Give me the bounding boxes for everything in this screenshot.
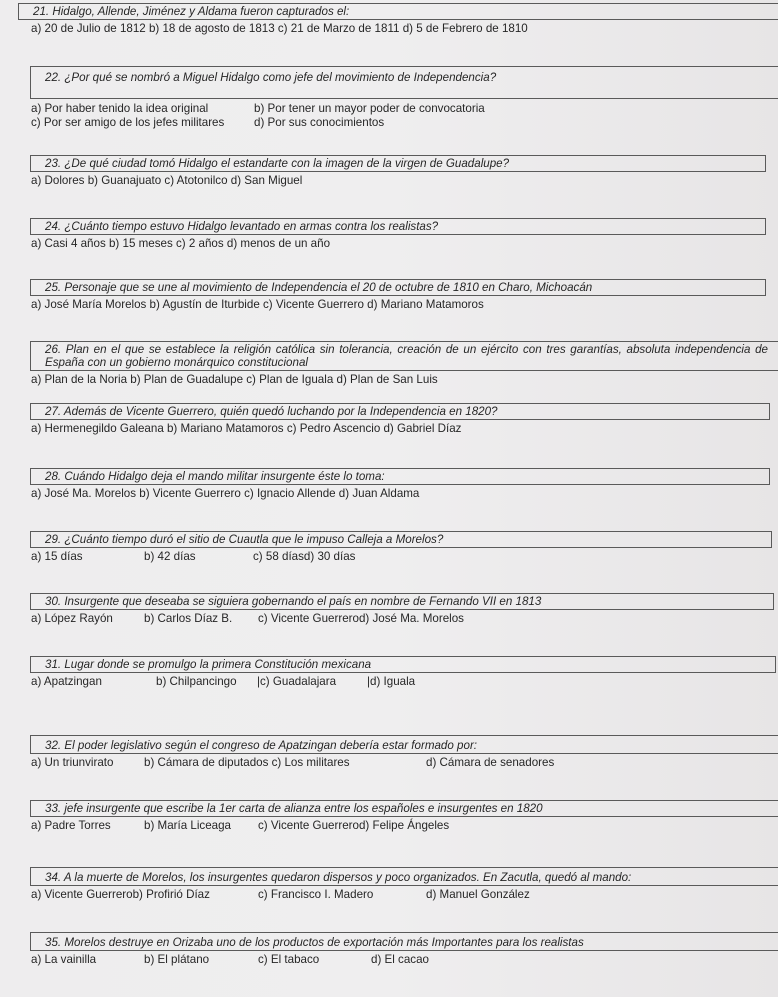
- question-22-text: 22. ¿Por qué se nombró a Miguel Hidalgo como jefe del movimiento de Independencia?: [30, 66, 778, 99]
- question-32-answers: [31, 756, 778, 770]
- question-31-answers: [31, 675, 778, 689]
- question-21-text: 21. Hidalgo, Allende, Jiménez y Aldama fueron capturados el:: [18, 3, 778, 20]
- question-25: [30, 279, 778, 312]
- option-b: b) El plátano: [144, 953, 210, 966]
- option-a: a) Un triunvirato: [31, 756, 114, 769]
- question-22-answers: [31, 102, 778, 130]
- option-d: d) Manuel González: [426, 888, 530, 901]
- question-24: [30, 218, 778, 251]
- option-b: b) Chilpancingo: [156, 675, 237, 688]
- question-21: [30, 3, 778, 36]
- question-34-answers: [31, 888, 778, 902]
- question-28-answers: a) José Ma. Morelos b) Vicente Guerrero c) Ignacio Allende d) Juan Aldama: [31, 487, 420, 500]
- option-b-c: b) Cámara de diputados c) Los militares: [144, 756, 350, 769]
- question-29-text: 29. ¿Cuánto tiempo duró el sitio de Cuautla que le impuso Calleja a Morelos?: [30, 531, 772, 548]
- option-c-d: c) Vicente Guerrerod) José Ma. Morelos: [258, 612, 464, 625]
- question-34-text: 34. A la muerte de Morelos, los insurgentes quedaron dispersos y poco organizados. En Zacutla, quedó al mando:: [30, 867, 778, 886]
- question-35-text: 35. Morelos destruye en Orizaba uno de los productos de exportación más Importantes para los realistas: [30, 932, 778, 951]
- option-a: a) 15 días: [31, 550, 83, 563]
- question-27-answers: a) Hermenegildo Galeana b) Mariano Matamoros c) Pedro Ascencio d) Gabriel Díaz: [31, 422, 462, 435]
- question-24-text: 24. ¿Cuánto tiempo estuvo Hidalgo levantado en armas contra los realistas?: [30, 218, 766, 235]
- question-31: [30, 656, 778, 689]
- option-c-d: c) Vicente Guerrerod) Felipe Ángeles: [258, 819, 450, 832]
- question-26: [30, 341, 778, 387]
- question-34: [30, 867, 778, 902]
- question-25-text: 25. Personaje que se une al movimiento de Independencia el 20 de octubre de 1810 en Charo, Michoacán: [30, 279, 766, 296]
- option-d: |d) Iguala: [367, 675, 416, 688]
- option-a: a) Apatzingan: [31, 675, 102, 688]
- question-33-text: 33. jefe insurgente que escribe la 1er carta de alianza entre los españoles e insurgentes en 1820: [30, 800, 778, 817]
- option-b: b) 42 días: [144, 550, 196, 563]
- option-b: b) Carlos Díaz B.: [144, 612, 233, 625]
- question-33: [30, 800, 778, 833]
- question-35: [30, 932, 778, 967]
- question-29: [30, 531, 778, 564]
- option-c: c) Por ser amigo de los jefes militares: [31, 116, 225, 129]
- option-c: |c) Guadalajara: [257, 675, 337, 688]
- question-28-text: 28. Cuándo Hidalgo deja el mando militar insurgente éste lo toma:: [30, 468, 770, 485]
- question-22: [30, 66, 778, 130]
- question-25-answers: a) José María Morelos b) Agustín de Iturbide c) Vicente Guerrero d) Mariano Matamoros: [31, 298, 484, 311]
- option-a: a) Padre Torres: [31, 819, 111, 832]
- question-27-text: 27. Además de Vicente Guerrero, quién quedó luchando por la Independencia en 1820?: [30, 403, 770, 420]
- question-27: [30, 403, 778, 436]
- question-23-text: 23. ¿De qué ciudad tomó Hidalgo el estandarte con la imagen de la virgen de Guadalupe?: [30, 155, 766, 172]
- option-d: d) El cacao: [371, 953, 429, 966]
- question-21-answers: a) 20 de Julio de 1812 b) 18 de agosto de 1813 c) 21 de Marzo de 1811 d) 5 de Febrero de 1810: [31, 22, 528, 35]
- option-d: d) Por sus conocimientos: [254, 116, 385, 129]
- option-d: d) Cámara de senadores: [426, 756, 555, 769]
- option-a: a) La vainilla: [31, 953, 97, 966]
- question-26-text: 26. Plan en el que se establece la religión católica sin tolerancia, creación de un ejército con tres garantías, absoluta independencia de España con un gobierno monárquico constitucional: [30, 341, 778, 371]
- option-a: a) López Rayón: [31, 612, 113, 625]
- option-c-d: c) 58 díasd) 30 días: [253, 550, 356, 563]
- question-24-answers: a) Casi 4 años b) 15 meses c) 2 años d) menos de un año: [31, 237, 331, 250]
- question-28: [30, 468, 778, 501]
- question-30-text: 30. Insurgente que deseaba se siguiera gobernando el país en nombre de Fernando VII en 1813: [30, 593, 774, 610]
- question-32: [30, 735, 778, 770]
- option-b: b) Por tener un mayor poder de convocatoria: [254, 102, 485, 115]
- question-35-answers: [31, 953, 778, 967]
- question-26-answers: a) Plan de la Noria b) Plan de Guadalupe c) Plan de Iguala d) Plan de San Luis: [31, 373, 438, 386]
- question-30-answers: [31, 612, 778, 626]
- option-a: a) Por haber tenido la idea original: [31, 102, 209, 115]
- question-32-text: 32. El poder legislativo según el congreso de Apatzingan debería estar formado por:: [30, 735, 778, 754]
- option-c: c) El tabaco: [258, 953, 320, 966]
- option-a-b: a) Vicente Guerrerob) Profirió Díaz: [31, 888, 210, 901]
- option-b: b) María Liceaga: [144, 819, 231, 832]
- question-30: [30, 593, 778, 626]
- question-33-answers: [31, 819, 778, 833]
- option-c: c) Francisco I. Madero: [258, 888, 374, 901]
- question-31-text: 31. Lugar donde se promulgo la primera Constitución mexicana: [30, 656, 776, 673]
- question-29-answers: [31, 550, 778, 564]
- question-23-answers: a) Dolores b) Guanajuato c) Atotonilco d) San Miguel: [31, 174, 303, 187]
- question-23: [30, 155, 778, 188]
